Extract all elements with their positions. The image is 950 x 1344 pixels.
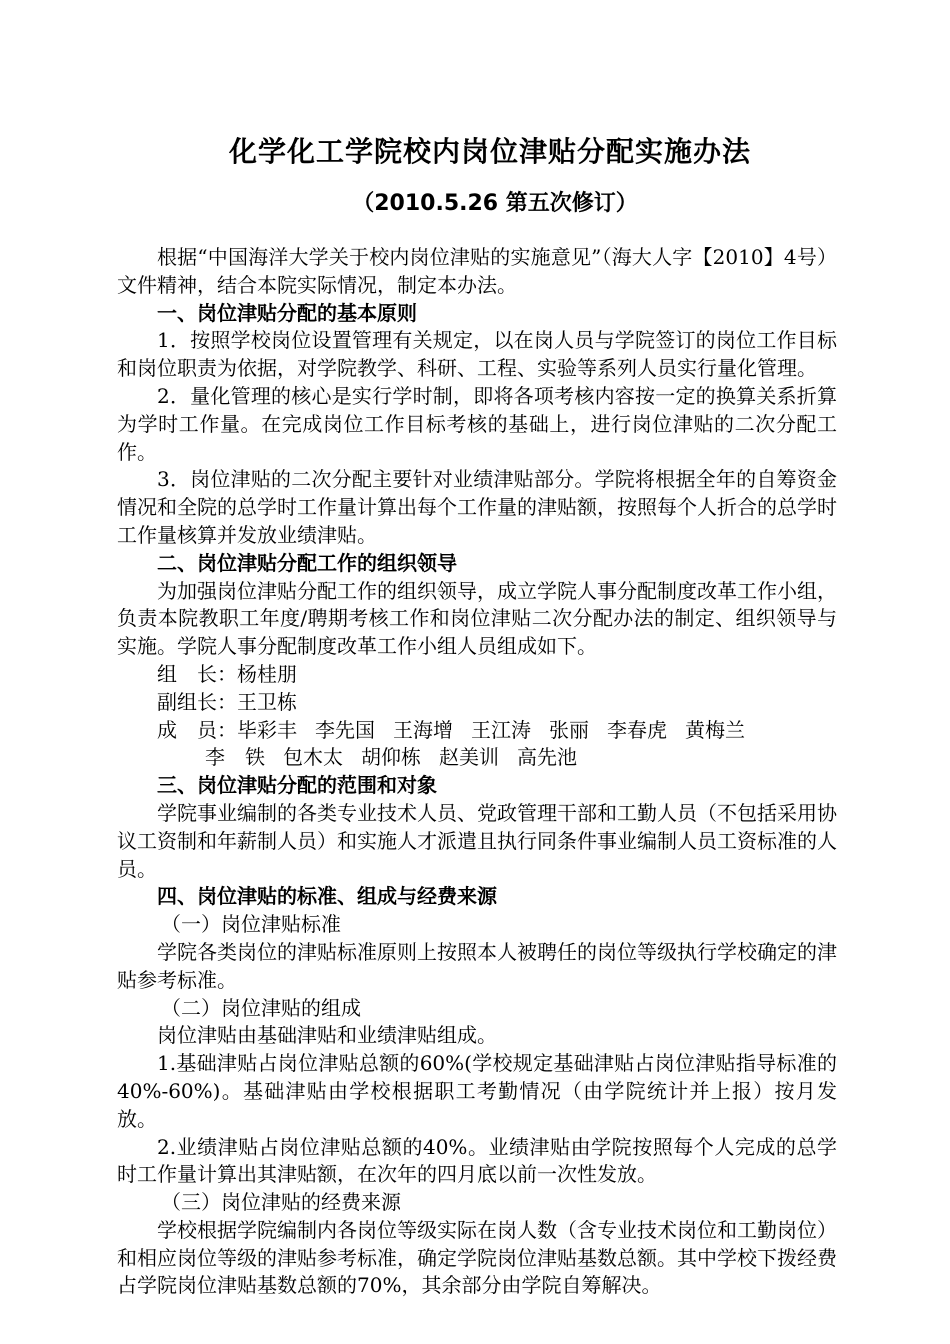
- paragraph: 1.基础津贴占岗位津贴总额的60%(学校规定基础津贴占岗位津贴指导标准的40%-60%)。基础津贴由学校根据职工考勤情况（由学院统计并上报）按月发放。: [117, 1051, 837, 1131]
- paragraph: 3．岗位津贴的二次分配主要针对业绩津贴部分。学院将根据全年的自筹资金情况和全院的总学时工作量计算出每个工作量的津贴额，按照每个人折合的总学时工作量核算并发放业绩津贴。: [117, 467, 837, 547]
- member-name: 王海增: [393, 717, 453, 742]
- member-name: 胡仰栋: [361, 745, 421, 770]
- paragraph: 为加强岗位津贴分配工作的组织领导，成立学院人事分配制度改革工作小组，负责本院教职工年度/聘期考核工作和岗位津贴二次分配办法的制定、组织领导与实施。学院人事分配制度改革工作小组人员组成如下。: [117, 578, 837, 659]
- subsection-heading: （二）岗位津贴的组成: [161, 995, 361, 1020]
- document-body: [117, 244, 837, 1300]
- member-name: 毕彩丰: [237, 717, 297, 742]
- paragraph: 2．量化管理的核心是实行学时制，即将各项考核内容按一定的换算关系折算为学时工作量。在完成岗位工作目标考核的基础上，进行岗位津贴的二次分配工作。: [117, 383, 837, 464]
- document-title: 化学化工学院校内岗位津贴分配实施办法: [228, 135, 751, 168]
- paragraph: 岗位津贴由基础津贴和业绩津贴组成。: [157, 1023, 497, 1048]
- document-subtitle: （2010.5.26 第五次修订）: [352, 191, 638, 216]
- subsection-heading: （一）岗位津贴标准: [161, 912, 341, 937]
- members-row-1: [117, 717, 837, 745]
- member-name: 李 铁: [205, 745, 265, 770]
- group-deputy-leader: 副组长：王卫栋: [157, 689, 297, 714]
- paragraph: 学院事业编制的各类专业技术人员、党政管理干部和工勤人员（不包括采用协议工资制和年薪制人员）和实施人才派遣且执行同条件事业编制人员工资标准的人员。: [117, 800, 837, 881]
- section-heading: 一、岗位津贴分配的基本原则: [157, 300, 417, 325]
- member-name: 张丽: [549, 717, 589, 742]
- member-name: 高先池: [517, 745, 577, 770]
- subsection-heading: （三）岗位津贴的经费来源: [161, 1190, 401, 1215]
- members-row-2: [117, 744, 837, 772]
- paragraph: 2.业绩津贴占岗位津贴总额的40%。业绩津贴由学院按照每个人完成的总学时工作量计算出其津贴额，在次年的四月底以前一次性发放。: [117, 1134, 837, 1187]
- member-name: 包木太: [283, 745, 343, 770]
- group-leader: 组 长：杨桂朋: [157, 661, 297, 686]
- member-name: 黄梅兰: [685, 717, 745, 742]
- member-name: 王江涛: [471, 717, 531, 742]
- paragraph: 根据“中国海洋大学关于校内岗位津贴的实施意见”（海大人字【2010】4号）文件精神，结合本院实际情况，制定本办法。: [117, 245, 837, 297]
- paragraph: 学校根据学院编制内各岗位等级实际在岗人数（含专业技术岗位和工勤岗位）和相应岗位等级的津贴参考标准，确定学院岗位津贴基数总额。其中学校下拨经费占学院岗位津贴基数总额的70%，其余部分由学院自筹解决。: [117, 1217, 837, 1298]
- section-heading: 三、岗位津贴分配的范围和对象: [157, 773, 437, 798]
- member-name: 李先国: [315, 717, 375, 742]
- section-heading: 二、岗位津贴分配工作的组织领导: [157, 550, 457, 575]
- members-label: 成 员：: [157, 717, 237, 742]
- paragraph: 1．按照学校岗位设置管理有关规定，以在岗人员与学院签订的岗位工作目标和岗位职责为依据，对学院教学、科研、工程、实验等系列人员实行量化管理。: [117, 328, 837, 381]
- paragraph: 学院各类岗位的津贴标准原则上按照本人被聘任的岗位等级执行学校确定的津贴参考标准。: [117, 939, 837, 992]
- member-name: 赵美训: [439, 745, 499, 770]
- member-name: 李春虎: [607, 717, 667, 742]
- section-heading: 四、岗位津贴的标准、组成与经费来源: [157, 884, 497, 909]
